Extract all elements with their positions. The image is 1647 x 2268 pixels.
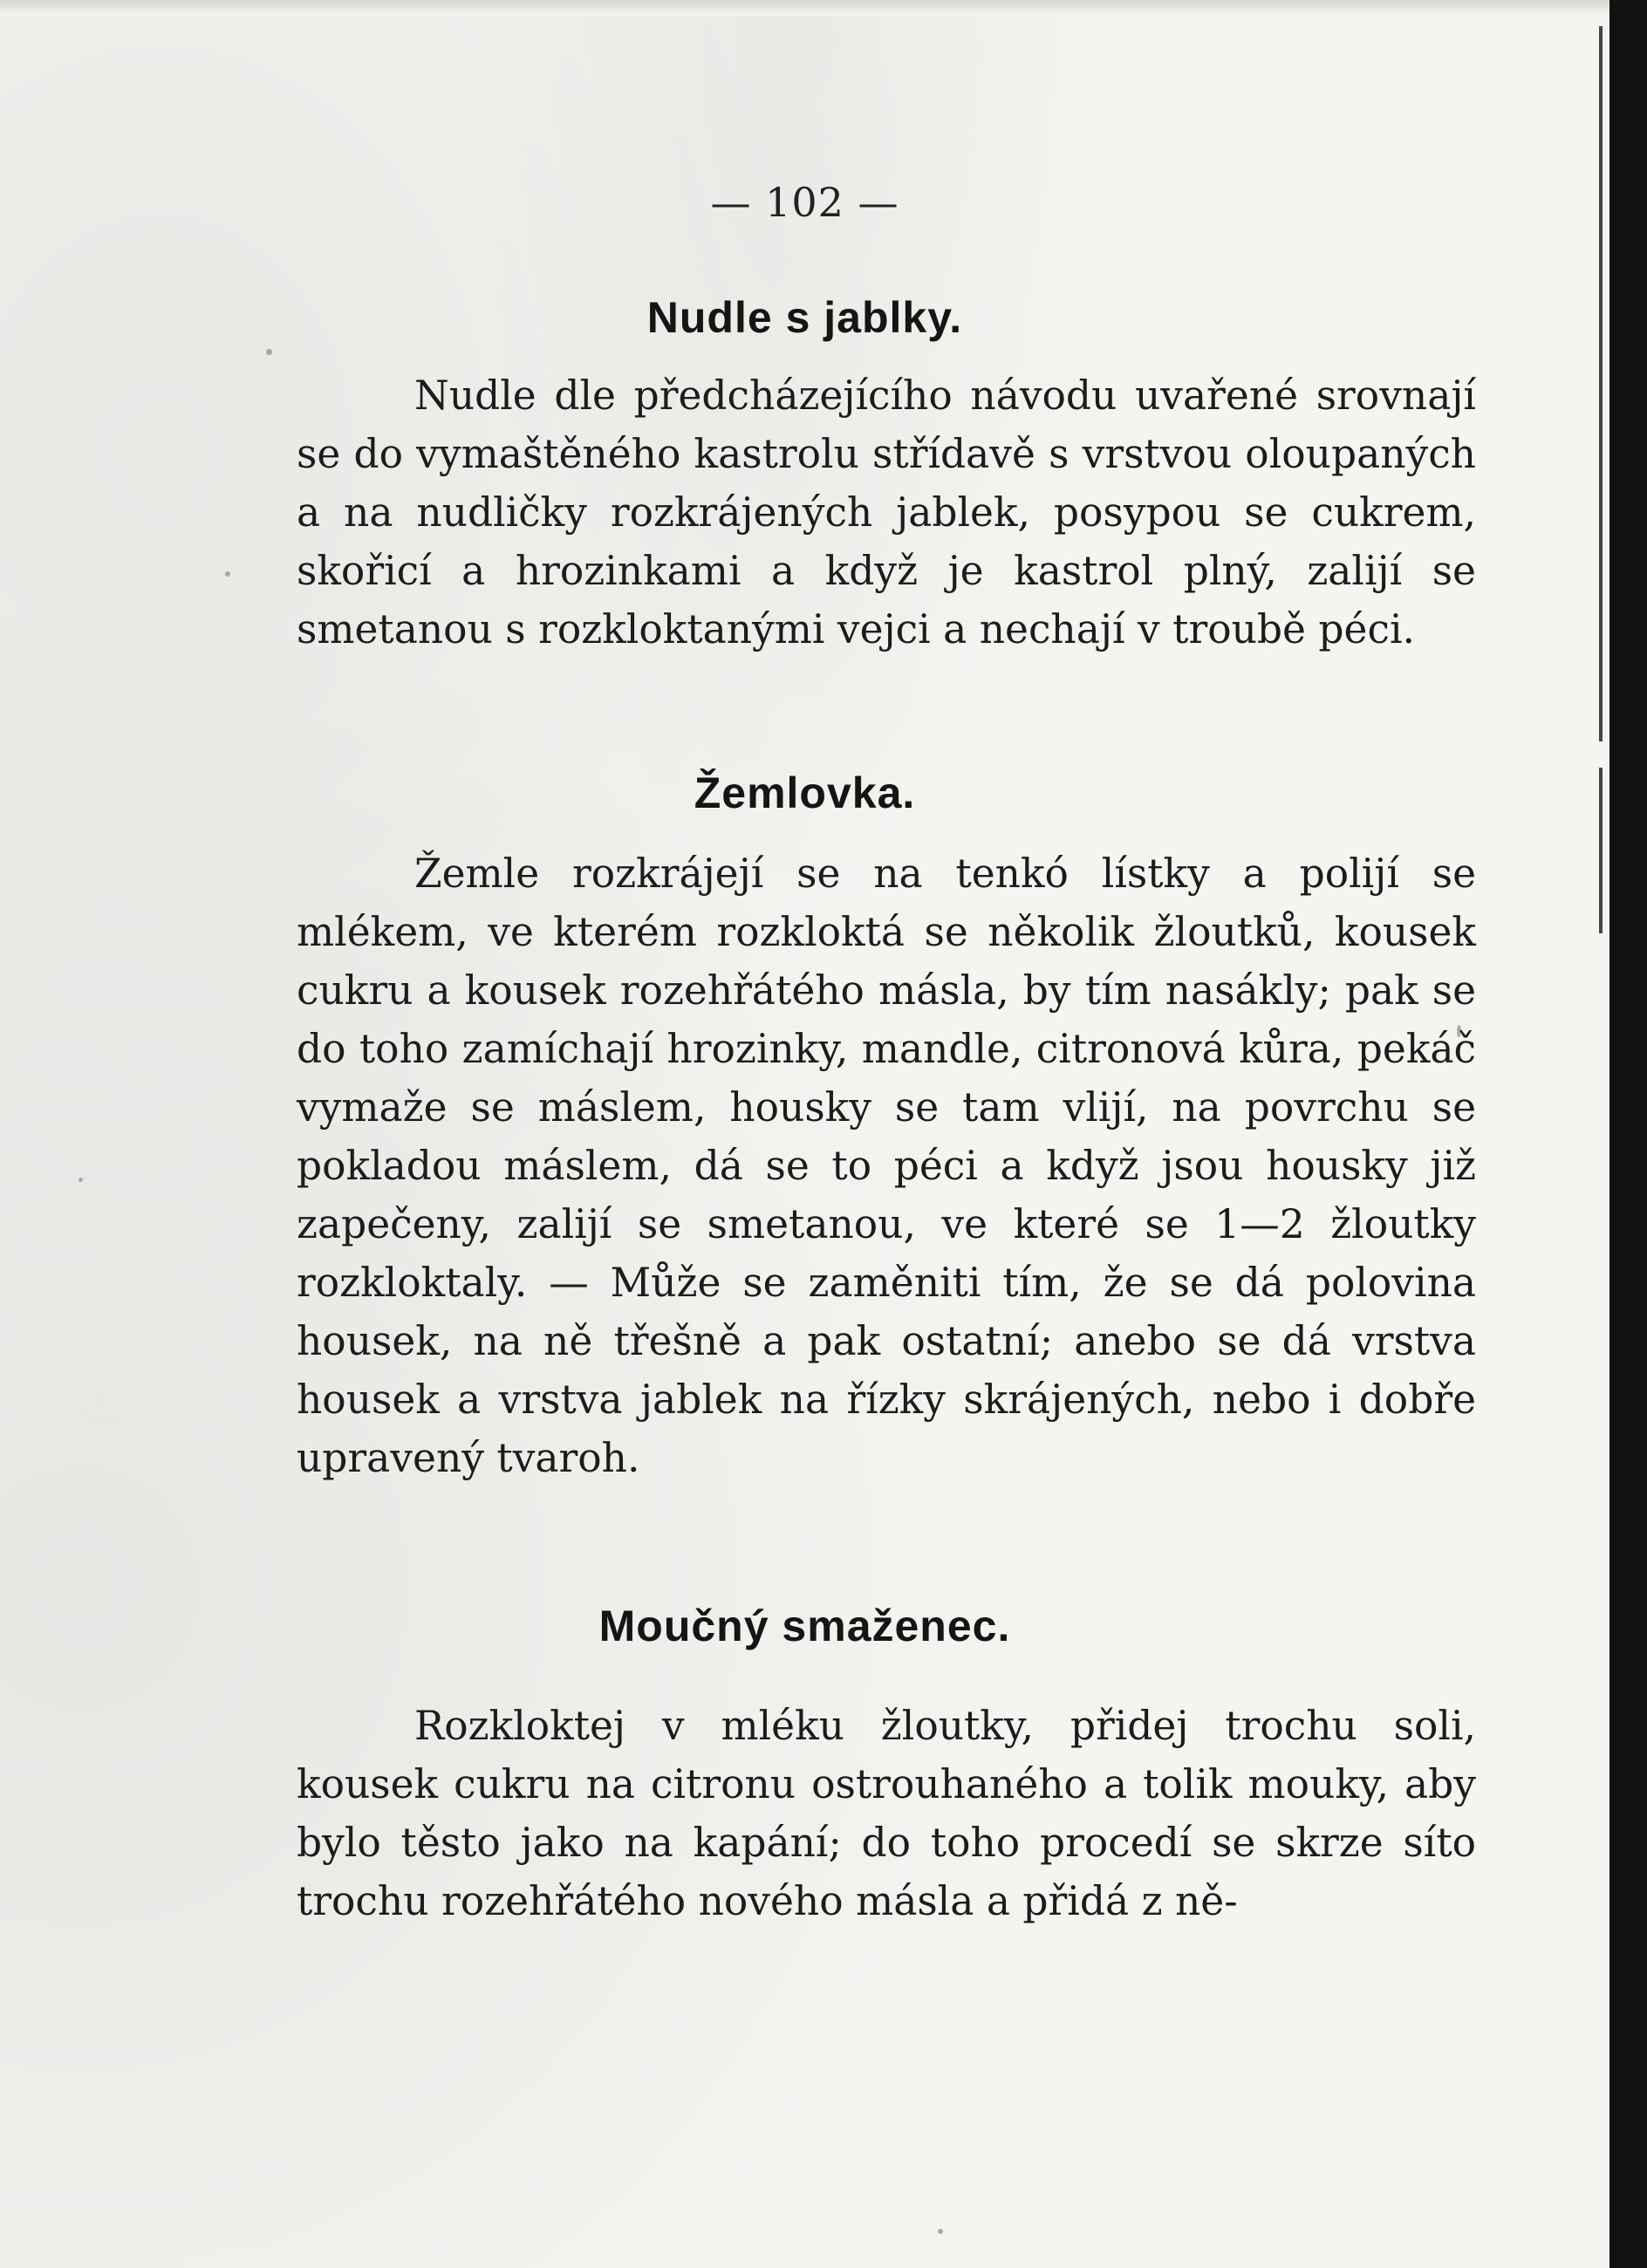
section-text: Nudle dle předcházejícího návodu uvařené srovnají se do vymaštěného kastrolu střídavě s vrstvou oloupaných a na nudličky rozkrájených jablek, posypou se cukrem, skořicí a hrozinkami a když je kastrol plný, zalijí se smetanou s rozkloktanými vejci a nechají v troubě péci. [297,372,1476,652]
scan-dark-edge [1609,0,1647,2268]
section-text: Rozkloktej v mléku žloutky, přidej trochu soli, kousek cukru na citronu ostrouhaného a tolik mouky, aby bylo těsto jako na kapání; do toho procedí se skrze síto trochu rozehřátého nového másla a přidá z ně- [297,1703,1476,1924]
section-title: Žemlovka. [694,769,916,817]
scan-speck [266,349,272,355]
scan-speck [79,1178,83,1182]
section-title: Nudle s jablky. [646,293,963,342]
scan-edge-line [1599,26,1603,741]
section-text: Žemle rozkrájejí se na tenkó lístky a polijí se mlékem, ve kterém rozkloktá se několik žloutků, kousek cukru a kousek rozehřátého másla, by tím nasákly; pak se do toho zamíchají hrozinky, mandle, citronová kůra, pekáč vymaže se máslem, housky se tam vlijí, na povrchu se pokladou máslem, dá se to péci a když jsou housky již zapečeny, zalijí se smetanou, ve které se 1—2 žloutky rozkloktaly. — Může se zaměniti tím, že se dá polovina housek, na ně třešně a pak ostatní; anebo se dá vrstva housek a vrstva jablek na řízky skrájených, nebo i dobře upravený tvaroh. [297,850,1476,1481]
section-title: Moučný smaženec. [598,1602,1011,1650]
page-number: — 102 — [710,179,899,226]
scan-speck [938,2229,943,2234]
page-top-shadow [0,0,1609,16]
scan-speck [225,571,230,577]
